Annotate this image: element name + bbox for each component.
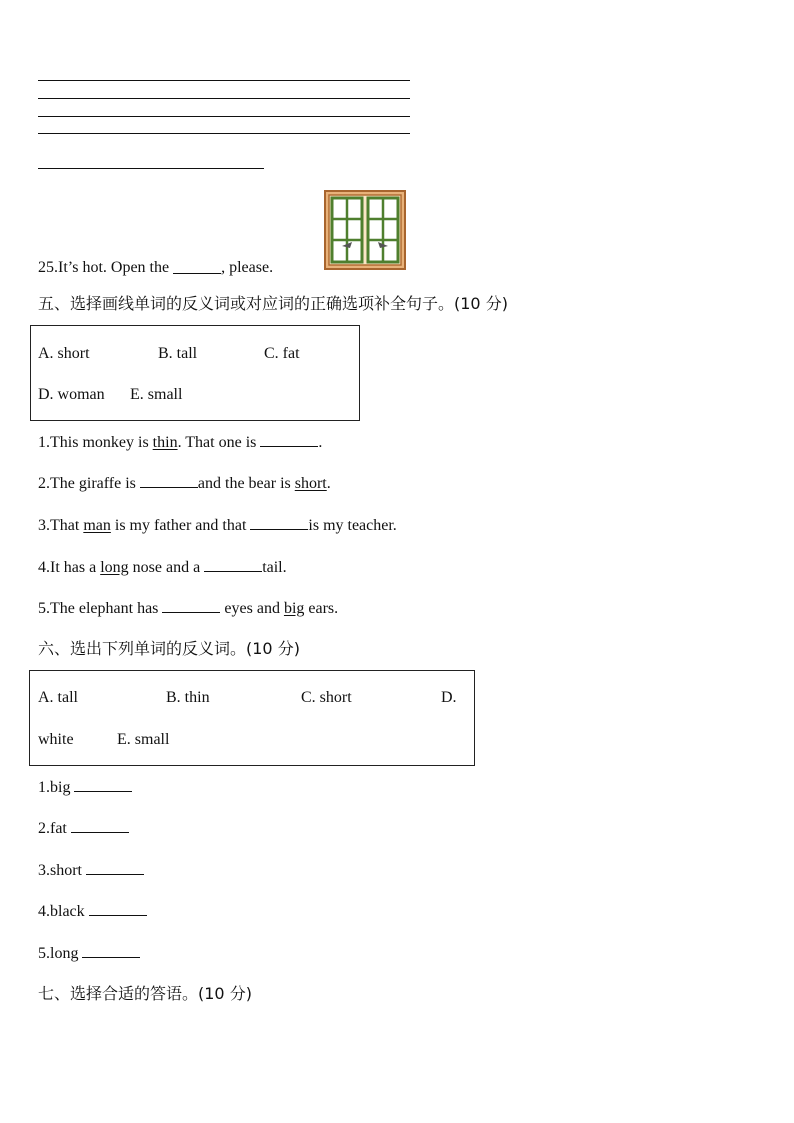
- s5-question-4: [38, 557, 287, 578]
- q-text: 5.The elephant has: [38, 600, 163, 617]
- q-text: 1.big: [38, 779, 75, 796]
- answer-blank[interactable]: [82, 943, 140, 958]
- section-7-title: 七、选择合适的答语。(10 分): [38, 984, 252, 1003]
- answer-line-4: [38, 133, 410, 134]
- s6-question-4: [38, 901, 147, 922]
- q-text: .: [318, 434, 323, 451]
- q-text: 3.That: [38, 517, 84, 534]
- answer-blank[interactable]: [89, 901, 147, 916]
- q-text: 4.black: [38, 903, 89, 920]
- answer-blank[interactable]: [250, 515, 308, 530]
- q-text: 2.The giraffe is: [38, 475, 140, 492]
- q-text: 1.This monkey is: [38, 434, 153, 451]
- q-text: nose and a: [128, 559, 205, 576]
- s6-question-3: [38, 860, 144, 881]
- option-b: B. thin: [166, 689, 210, 706]
- answer-blank[interactable]: [140, 473, 198, 488]
- q-text: eyes and: [220, 600, 284, 617]
- option-d-word: white: [38, 731, 74, 748]
- answer-blank[interactable]: ______: [173, 259, 222, 276]
- section-6-title: 六、选出下列单词的反义词。(10 分): [38, 639, 300, 658]
- q-text: . That one is: [177, 434, 261, 451]
- underlined-word: long: [100, 559, 129, 576]
- question-number: 25.: [38, 259, 58, 276]
- answer-blank[interactable]: [74, 777, 132, 792]
- answer-blank[interactable]: [86, 860, 144, 875]
- underlined-word: thin: [152, 434, 178, 451]
- s6-question-2: [38, 818, 129, 839]
- section-5-option-box: [30, 325, 360, 421]
- window-image: [324, 190, 406, 270]
- option-e: E. small: [130, 386, 183, 403]
- answer-line-5: [38, 168, 264, 169]
- s5-question-3: [38, 515, 397, 536]
- q-text: is my father and that: [110, 517, 251, 534]
- section-5-title: 五、选择画线单词的反义词或对应词的正确选项补全句子。(10 分): [38, 294, 508, 313]
- option-a: A. tall: [38, 689, 78, 706]
- answer-blank[interactable]: [71, 818, 129, 833]
- q-text: 5.long: [38, 945, 83, 962]
- answer-blank[interactable]: [204, 557, 262, 572]
- question-text-end: , please.: [221, 259, 274, 276]
- s6-question-5: [38, 943, 140, 964]
- answer-blank[interactable]: [162, 598, 220, 613]
- q-text: is my teacher.: [308, 517, 397, 534]
- q-text: ears.: [304, 600, 339, 617]
- answer-blank[interactable]: [260, 432, 318, 447]
- option-c: C. short: [301, 689, 352, 706]
- s5-question-2: [38, 473, 331, 494]
- q-text: 2.fat: [38, 820, 71, 837]
- option-d: D. woman: [38, 386, 105, 403]
- option-e: E. small: [117, 731, 170, 748]
- q-text: .: [326, 475, 331, 492]
- section-6-option-box: [29, 670, 475, 766]
- option-a: A. short: [38, 345, 90, 362]
- underlined-word: big: [283, 600, 305, 617]
- option-d: D.: [441, 689, 457, 706]
- s5-question-1: [38, 432, 322, 453]
- s6-question-1: [38, 777, 132, 798]
- answer-line-2: [38, 98, 410, 99]
- q-text: 4.It has a: [38, 559, 101, 576]
- s5-question-5: [38, 598, 338, 619]
- answer-line-3: [38, 116, 410, 117]
- question-text: It’s hot. Open the: [58, 259, 174, 276]
- option-c: C. fat: [264, 345, 300, 362]
- underlined-word: short: [294, 475, 327, 492]
- option-b: B. tall: [158, 345, 198, 362]
- q-text: 3.short: [38, 862, 86, 879]
- q-text: and the bear is: [197, 475, 295, 492]
- underlined-word: man: [83, 517, 111, 534]
- q-text: tail.: [262, 559, 287, 576]
- answer-line-1: [38, 80, 410, 81]
- question-25: [38, 258, 273, 278]
